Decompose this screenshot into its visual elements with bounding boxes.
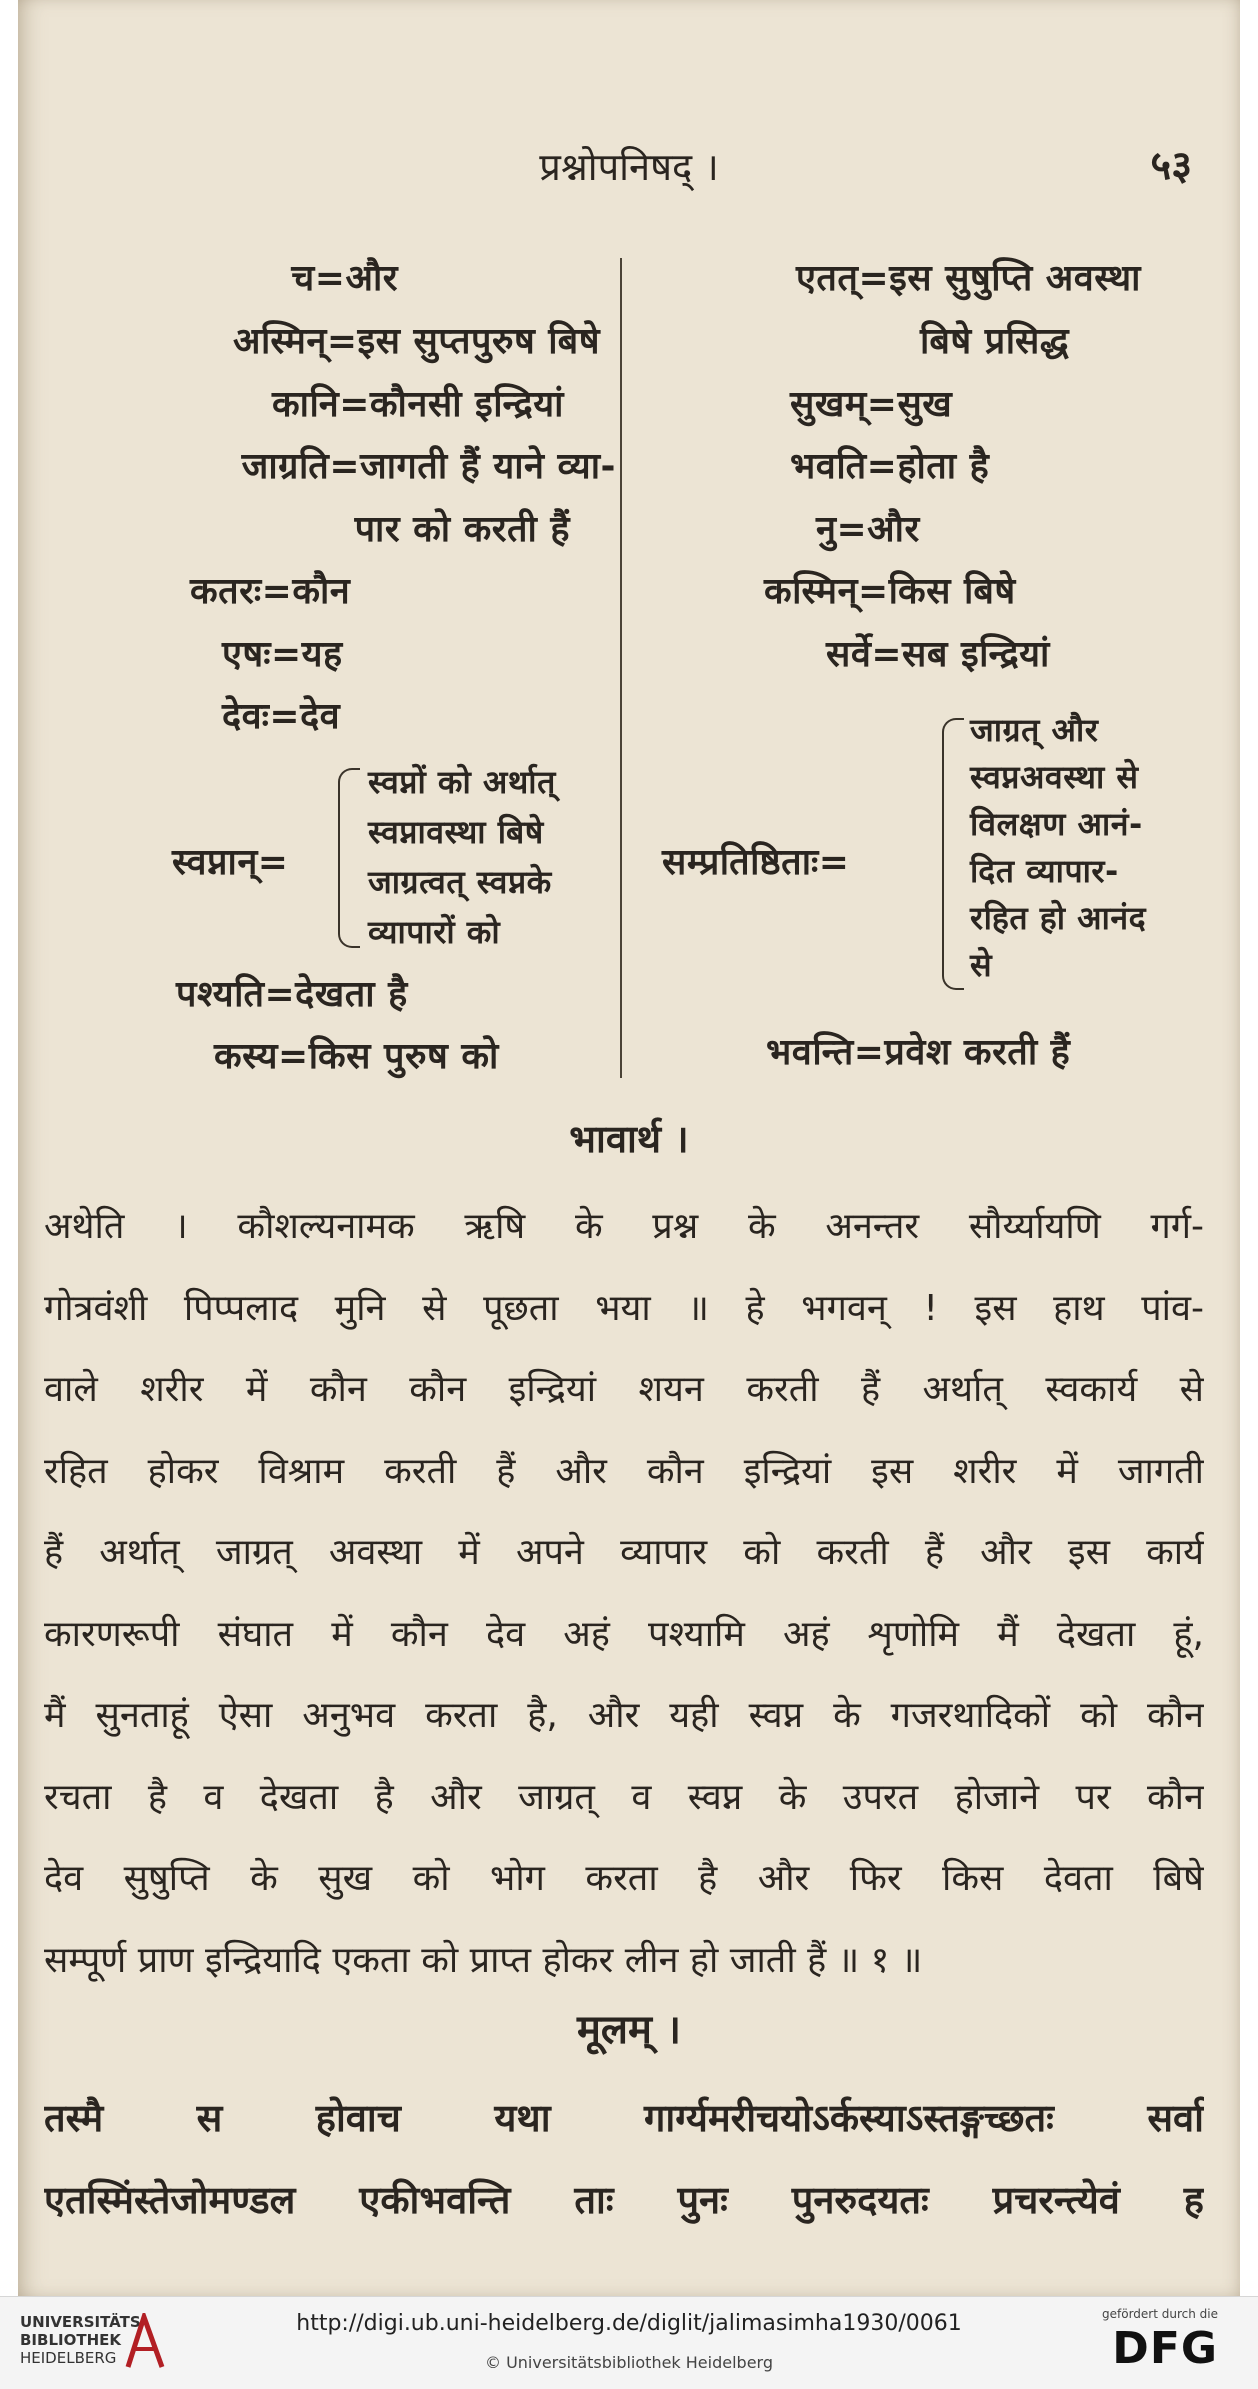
gloss-left-line: पार को करती हैं [354,509,570,550]
gloss-right-line: विलक्षण आनं- [970,805,1143,843]
library-name-line: UNIVERSITÄTS- [20,2313,147,2331]
library-name-line: BIBLIOTHEK [20,2331,121,2349]
gloss-right-line: भवन्ति=प्रवेश करती हैं [766,1032,1071,1073]
paragraph-line: अथेति । कौशल्यनामक ऋषि के प्रश्न के अनन्तर सौर्य्यायणि गर्ग- [44,1206,1204,1247]
brace [338,768,360,948]
gloss-right-line: कस्मिन्=किस बिषे [764,571,1016,612]
page-title: प्रश्नोपनिषद् । [539,145,719,189]
column-divider [620,258,622,1078]
bhavartha-heading: भावार्थ । [569,1117,689,1161]
gloss-left-line: कस्य=किस पुरुष को [214,1036,499,1077]
gloss-left-line: कानि=कौनसी इन्द्रियां [271,384,564,425]
gloss-left-line: स्वप्नों को अर्थात् [368,763,556,801]
mulam-verse [44,2078,1204,2241]
page-number: ५३ [1150,143,1192,189]
viewer-footer [0,2296,1258,2389]
paragraph-line: गोत्रवंशी पिप्पलाद मुनि से पूछता भया ॥ हे भगवन् ! इस हाथ पांव- [44,1287,1204,1329]
gloss-right-line: भवति=होता है [790,446,990,487]
gloss-right-line: सर्वे=सब इन्द्रियां [826,634,1050,675]
verse-line: तस्मै स होवाच यथा गार्ग्यमरीचयोऽर्कस्याऽस्तङ्गच्छतः सर्वा [44,2096,1204,2140]
gloss-left-line: च=और [291,258,398,299]
gloss-left-line: जाग्रति=जागती हैं याने व्या- [241,446,616,487]
paragraph-line: मैं सुनताहूं ऐसा अनुभव करता है, और यही स्वप्न के गजरथादिकों को कौन [44,1695,1204,1736]
gloss-left-line: देवः=देव [222,696,341,737]
gloss-right-line: बिषे प्रसिद्ध [920,321,1070,362]
gloss-right-line: एतत्=इस सुषुप्ति अवस्था [796,258,1141,299]
gloss-left-line: स्वप्नान्= [172,842,289,883]
paragraph-line: रचता है व देखता है और जाग्रत् व स्वप्न के उपरत होजाने पर कौन [44,1776,1204,1818]
gloss-right-line: दित व्यापार- [970,852,1119,890]
gloss-left-line: स्वप्नावस्था बिषे [368,813,544,851]
gloss-left-line: जाग्रत्वत् स्वप्नके [368,863,552,901]
gloss-left-line: अस्मिन्=इस सुप्तपुरुष बिषे [233,321,600,362]
gloss-right-line: सुखम्=सुख [790,384,953,425]
gloss-left-line: पश्यति=देखता है [176,974,408,1015]
copyright-text: © Universitätsbibliothek Heidelberg [484,2353,773,2372]
paragraph-line: हैं अर्थात् जाग्रत् अवस्था में अपने व्यापार को करती हैं और इस कार्य [44,1532,1204,1573]
verse-line: एतस्मिंस्तेजोमण्डल एकीभवन्ति ताः पुनः पुनरुदयतः प्रचरन्त्येवं ह [44,2177,1204,2222]
funding-note: gefördert durch die [1102,2307,1218,2321]
gloss-right-line: सम्प्रतिष्ठिताः= [662,842,850,883]
paragraph-line: रहित होकर विश्राम करती हैं और कौन इन्द्रियां इस शरीर में जागती [44,1450,1204,1492]
gloss-right-line: जाग्रत् और [970,711,1099,749]
gloss-right-line: स्वप्नअवस्था से [970,758,1139,796]
paragraph-line: कारणरूपी संघात में कौन देव अहं पश्यामि अहं शृणोमि मैं देखता हूं, [44,1613,1204,1655]
paragraph-line: सम्पूर्ण प्राण इन्द्रियादि एकता को प्राप्त होकर लीन हो जाती हैं ॥ १ ॥ [44,1939,923,1981]
gloss-right-line: से [970,946,993,984]
dfg-logo: DFG [1112,2323,1218,2374]
brace [942,718,964,990]
gloss-right-line: रहित हो आनंद [970,899,1147,937]
bhavartha-paragraph [44,1186,1204,2001]
paragraph-line: वाले शरीर में कौन कौन इन्द्रियां शयन करती हैं अर्थात् स्वकार्य से [44,1369,1204,1410]
gloss-right-line: नु=और [816,509,920,550]
paragraph-line: देव सुषुप्ति के सुख को भोग करता है और फिर किस देवता बिषे [44,1858,1204,1899]
gloss-left-line: व्यापारों को [368,913,501,951]
mulam-heading: मूलम् । [576,2007,682,2053]
gloss-left-line: कतरः=कौन [190,571,351,612]
gloss-left-line: एषः=यह [222,634,343,675]
permalink-url[interactable]: http://digi.ub.uni-heidelberg.de/diglit/jalimasimha1930/0061 [296,2311,962,2336]
library-name-line: HEIDELBERG [20,2349,117,2367]
